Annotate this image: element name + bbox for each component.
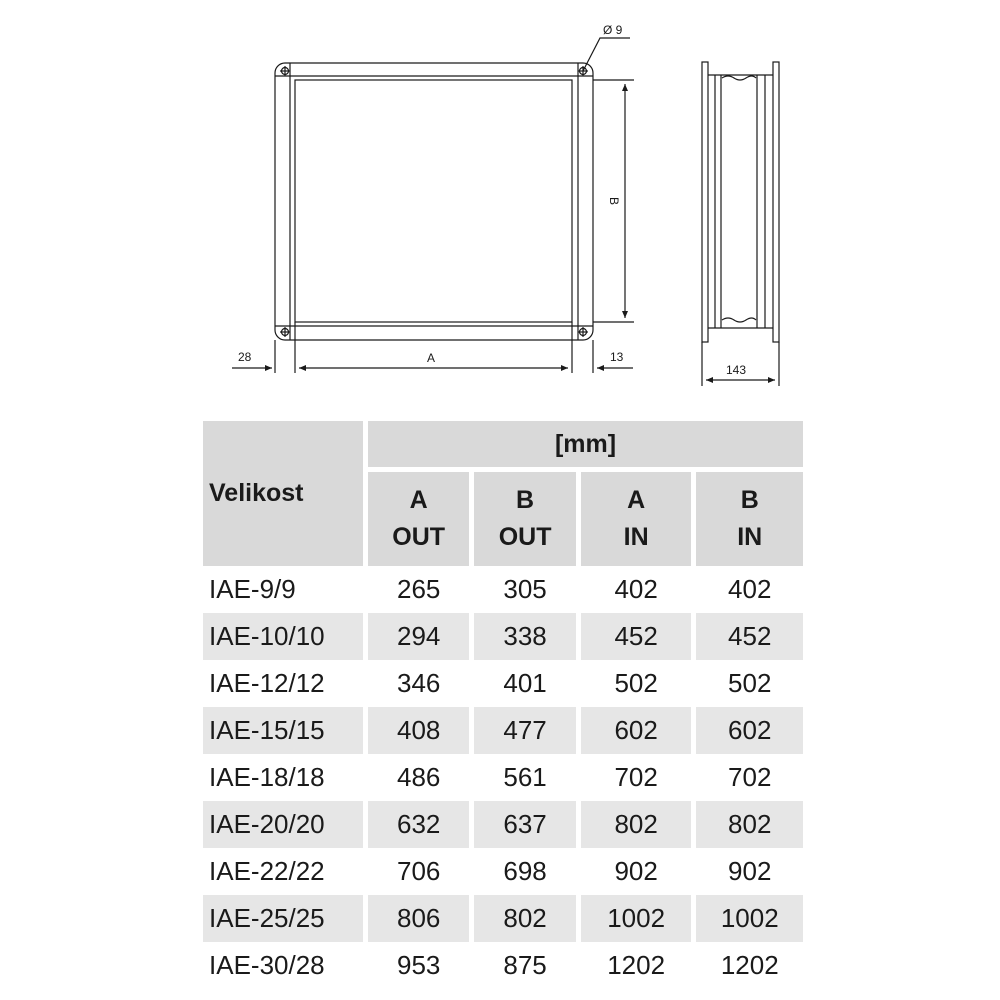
size-header: Velikost <box>203 421 368 566</box>
value-cell: 1202 <box>607 950 666 980</box>
size-name-cell: IAE-18/18 <box>209 762 325 792</box>
value-cell: 1002 <box>696 895 803 942</box>
value-cell: 408 <box>368 707 474 754</box>
size-name-cell: IAE-15/15 <box>203 707 368 754</box>
value-cell: 401 <box>503 668 547 698</box>
size-name-cell: IAE-22/22 <box>209 856 325 886</box>
value-cell: 702 <box>728 762 772 792</box>
value-cell: 802 <box>581 801 697 848</box>
value-cell: 305 <box>503 574 547 604</box>
hole-diameter-label: Ø 9 <box>603 23 623 37</box>
size-name-cell: IAE-10/10 <box>203 613 368 660</box>
value-cell: 802 <box>696 801 803 848</box>
size-name-cell: IAE-20/20 <box>203 801 368 848</box>
value-cell: 953 <box>397 950 441 980</box>
front-view <box>232 38 634 373</box>
value-cell: 702 <box>614 762 658 792</box>
table-row <box>203 707 803 754</box>
table-row <box>203 660 803 707</box>
size-name-cell: IAE-9/9 <box>209 574 296 604</box>
value-cell: 698 <box>503 856 547 886</box>
value-cell: 502 <box>728 668 772 698</box>
value-cell: 602 <box>696 707 803 754</box>
value-cell: 402 <box>614 574 658 604</box>
technical-drawing <box>0 0 1000 410</box>
size-name-cell: IAE-30/28 <box>209 950 325 980</box>
value-cell: 806 <box>368 895 474 942</box>
value-cell: 294 <box>368 613 474 660</box>
dimension-a-label: A <box>426 351 436 365</box>
value-cell: 265 <box>397 574 441 604</box>
unit-header: [mm] <box>368 421 803 472</box>
value-cell: 706 <box>397 856 441 886</box>
table-row <box>203 613 803 660</box>
column-header-b-in: B IN <box>696 472 803 566</box>
value-cell: 452 <box>696 613 803 660</box>
table-row <box>203 942 803 989</box>
value-cell: 1202 <box>720 950 779 980</box>
value-cell: 486 <box>397 762 441 792</box>
value-cell: 902 <box>728 856 772 886</box>
value-cell: 902 <box>614 856 658 886</box>
size-name-cell: IAE-12/12 <box>209 668 325 698</box>
value-cell: 477 <box>474 707 580 754</box>
value-cell: 802 <box>474 895 580 942</box>
value-cell: 502 <box>614 668 658 698</box>
column-header-b-out: B OUT <box>474 472 580 566</box>
value-cell: 1002 <box>581 895 697 942</box>
column-header-a-out: A OUT <box>368 472 474 566</box>
table-row <box>203 848 803 895</box>
value-cell: 875 <box>503 950 547 980</box>
value-cell: 402 <box>728 574 772 604</box>
table-row <box>203 895 803 942</box>
value-cell: 452 <box>581 613 697 660</box>
table-row <box>203 754 803 801</box>
table-row <box>203 801 803 848</box>
size-name-cell: IAE-25/25 <box>203 895 368 942</box>
table-row <box>203 566 803 613</box>
depth-label: 143 <box>726 363 747 377</box>
right-margin-label: 13 <box>610 350 624 364</box>
left-margin-label: 28 <box>238 350 252 364</box>
value-cell: 561 <box>503 762 547 792</box>
dimensions-table <box>203 421 803 989</box>
value-cell: 637 <box>474 801 580 848</box>
dimension-b-label: B <box>607 196 621 206</box>
value-cell: 632 <box>368 801 474 848</box>
value-cell: 602 <box>581 707 697 754</box>
value-cell: 338 <box>474 613 580 660</box>
value-cell: 346 <box>397 668 441 698</box>
side-view <box>702 62 779 386</box>
column-header-a-in: A IN <box>581 472 697 566</box>
